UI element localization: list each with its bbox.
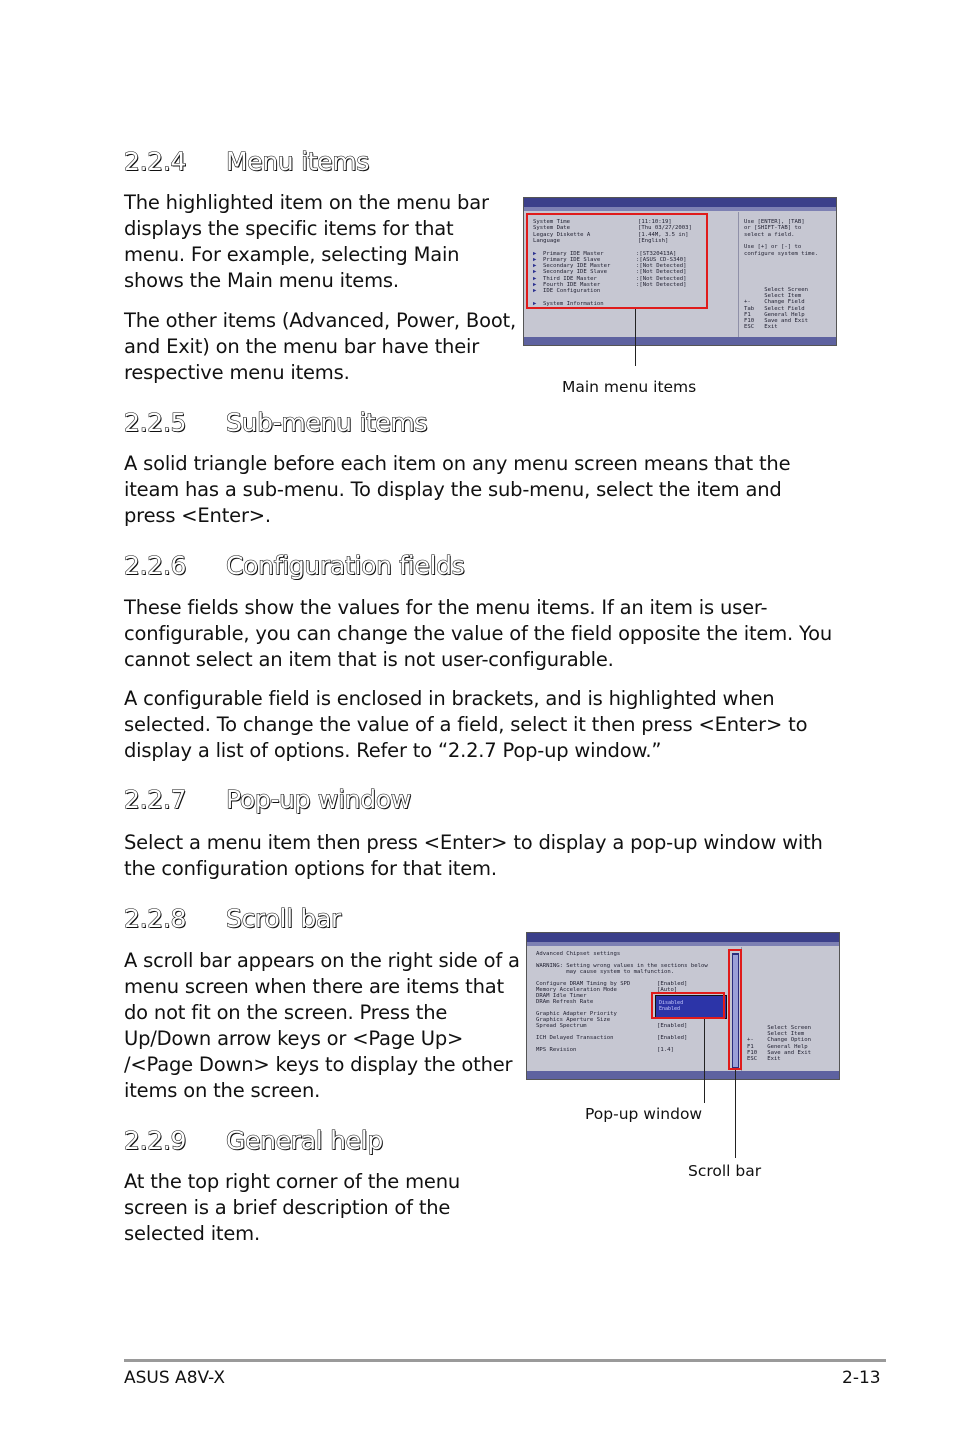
bios-key-line: Tab Select Field — [744, 305, 805, 312]
submenu-triangle-icon: ▶ — [533, 275, 537, 282]
section-number: 2.2.8 — [124, 904, 187, 933]
bios-title-bar — [527, 933, 839, 942]
bios-item-label: MPS Revision — [536, 1047, 577, 1053]
section-title: Scroll bar — [226, 904, 341, 933]
callout-scroll-bar: Scroll bar — [688, 1162, 762, 1180]
submenu-triangle-icon: ▶ — [533, 288, 537, 295]
highlight-main-menu-items — [526, 213, 708, 309]
bios-item-label: WARNING: Setting wrong values in the sections below — [536, 963, 708, 969]
bios-item-label: Graphics Aperture Size — [536, 1017, 611, 1023]
section-heading-2-2-8 — [124, 904, 341, 933]
paragraph-menu-items-2: The other items (Advanced, Power, Boot, and Exit) on the menu bar have their respective menu items. — [124, 309, 516, 384]
bios-item-value: :[Not Detected] — [636, 269, 687, 276]
section-heading-2-2-9 — [124, 1126, 383, 1155]
paragraph-config-fields-1: These fields show the values for the menu items. If an item is user-configurable, you can change the value of the field opposite the item. You cannot select an item that is not user-configurable. — [124, 596, 833, 671]
bios-key-line: Select Screen — [744, 287, 808, 293]
bios-item-label: Primary IDE Master — [543, 250, 604, 257]
bios-key-line: +- Change Option — [747, 1037, 811, 1044]
paragraph-menu-items-1: The highlighted item on the menu bar displays the specific items for that menu. For example, selecting Main shows the Main menu items. — [124, 191, 489, 292]
bios-item-label: IDE Configuration — [543, 288, 601, 295]
bios-item-label: Primary IDE Slave — [543, 256, 601, 263]
bios-help-line: Use [ENTER], [TAB] — [744, 219, 805, 225]
bios-item-label: Legacy Diskette A — [533, 231, 591, 238]
paragraph-general-help: At the top right corner of the menu screen is a brief description of the selected item. — [124, 1170, 461, 1245]
bios-key-line: F10 Save and Exit — [744, 318, 808, 324]
bios-item-value: :[ST320413A] — [636, 250, 677, 257]
bios-item-label: Spread Spectrum — [536, 1023, 587, 1029]
highlight-scroll-bar — [728, 949, 742, 1070]
bios-item-value: :[Not Detected] — [636, 263, 687, 270]
bios-item-value: [1.4] — [657, 1047, 674, 1053]
popup-option[interactable]: Enabled — [659, 1006, 681, 1012]
bios-help-line: configure system time. — [744, 250, 819, 257]
submenu-triangle-icon: ▶ — [533, 269, 537, 276]
section-title: General help — [226, 1126, 383, 1155]
section-number: 2.2.7 — [124, 785, 187, 814]
bios-key-line: F10 Save and Exit — [747, 1049, 811, 1056]
bios-item-value: :[Not Detected] — [636, 282, 687, 288]
bios-item-value: [English] — [638, 237, 669, 244]
section-heading-2-2-6 — [124, 551, 464, 580]
bios-help-line: or [SHIFT-TAB] to — [744, 225, 802, 232]
bios-key-line: ESC Exit — [744, 324, 778, 331]
popup-option[interactable]: Disabled — [659, 1000, 684, 1006]
bios-item-value: [Enabled] — [657, 981, 688, 987]
bios-menu-bar — [527, 942, 839, 946]
bios-item-label: Secondary IDE Master — [543, 263, 611, 270]
bios-key-line: +- Change Field — [744, 299, 805, 306]
submenu-triangle-icon: ▶ — [533, 263, 537, 270]
bios-title-bar — [524, 198, 836, 207]
bios-item-label: System Time — [533, 219, 571, 225]
callout-main-menu-items: Main menu items — [562, 378, 697, 396]
bios-item-value: [Enabled] — [657, 1023, 688, 1029]
footer-rule — [124, 1359, 886, 1362]
bios-menu-bar — [524, 207, 836, 211]
section-title: Sub-menu items — [226, 408, 428, 437]
bios-key-line: F1 General Help — [744, 311, 805, 318]
bios-key-line: Select Item — [747, 1031, 805, 1038]
section-number: 2.2.6 — [124, 551, 187, 580]
submenu-triangle-icon: ▶ — [533, 250, 537, 257]
bios-item-value: :[Not Detected] — [636, 275, 687, 282]
callout-leader-scroll — [735, 1070, 736, 1158]
bios-item-label: Memory Acceleration Mode — [536, 987, 617, 993]
highlight-popup-window — [651, 992, 725, 1019]
bios-item-label: Configure DRAM Timing by SPD — [536, 981, 631, 987]
bios-item-value: [11:10:19] — [638, 219, 672, 225]
bios-item-value: [Enabled] — [657, 1035, 688, 1041]
bios-key-line: Select Screen — [747, 1025, 811, 1031]
bios-item-label: Third IDE Master — [543, 275, 597, 282]
bios-item-label: Secondary IDE Slave — [543, 269, 607, 276]
submenu-triangle-icon: ▶ — [533, 256, 537, 263]
bios-item-label: DRAM Idle Timer — [536, 993, 587, 999]
bios-item-label: Fourth IDE Master — [543, 282, 601, 288]
bios-item-value: [1.44M, 3.5 in] — [638, 231, 689, 238]
submenu-triangle-icon: ▶ — [533, 282, 537, 288]
bios-item-label: System Date — [533, 225, 571, 232]
bios-key-line: F1 General Help — [747, 1043, 808, 1050]
bios-divider — [738, 212, 739, 337]
callout-popup-window: Pop-up window — [585, 1105, 703, 1123]
section-heading-2-2-4 — [124, 147, 369, 176]
bios-item-label: Graphic Adapter Priority — [536, 1011, 617, 1017]
bios-item-value: :[ASUS CD-S340] — [636, 256, 687, 263]
section-number: 2.2.9 — [124, 1126, 187, 1155]
bios-key-line: ESC Exit — [747, 1056, 781, 1062]
section-heading-2-2-7 — [124, 785, 411, 814]
bios-item-label: DRAm Refresh Rate — [536, 999, 594, 1005]
bios-item-label: may cause system to malfunction. — [536, 969, 675, 975]
bios-item-label: Advanced Chipset settings — [536, 951, 621, 957]
bios-item-label: Language — [533, 237, 560, 244]
bios-item-value: [Auto] — [657, 987, 678, 993]
bios-key-line: Select Item — [744, 293, 802, 300]
bios-item-value: [Thu 03/27/2003] — [638, 225, 692, 232]
footer-page-number: 2-13 — [842, 1368, 881, 1388]
section-heading-2-2-5 — [124, 408, 427, 437]
callout-leader-popup — [704, 1019, 705, 1103]
bios-copyright-bar — [527, 1071, 839, 1079]
paragraph-scroll-bar: A scroll bar appears on the right side of a menu screen when there are items that do not fit on the screen. Press the Up/Down arrow keys or <Page Up> /<Page Down> keys to display the other items on the screen. — [124, 949, 520, 1102]
bios-copyright-bar — [524, 337, 836, 345]
section-number: 2.2.4 — [124, 147, 187, 176]
paragraph-config-fields-2: A configurable field is enclosed in brackets, and is highlighted when selected. To change the value of a field, select it then press <Enter> to display a list of options. Refer to “2.2.7 Pop-up window.” — [124, 687, 808, 762]
section-number: 2.2.5 — [124, 408, 187, 437]
section-title: Pop-up window — [226, 785, 411, 814]
callout-leader-main — [635, 309, 636, 366]
bios-help-line: Use [+] or [-] to — [744, 244, 802, 251]
section-title: Menu items — [226, 147, 370, 176]
paragraph-popup-window: Select a menu item then press <Enter> to display a pop-up window with the configuration options for that item. — [124, 831, 823, 880]
bios-item-label: ICH Delayed Transaction — [536, 1035, 614, 1041]
bios-help-line: select a field. — [744, 231, 795, 238]
paragraph-sub-menu: A solid triangle before each item on any menu screen means that the iteam has a sub-menu. To display the sub-menu, select the item and press <Enter>. — [124, 452, 791, 527]
bios-item-label: System Information — [543, 300, 604, 307]
submenu-triangle-icon: ▶ — [533, 300, 537, 307]
section-title: Configuration fields — [226, 551, 465, 580]
footer-product-name: ASUS A8V-X — [124, 1368, 226, 1388]
